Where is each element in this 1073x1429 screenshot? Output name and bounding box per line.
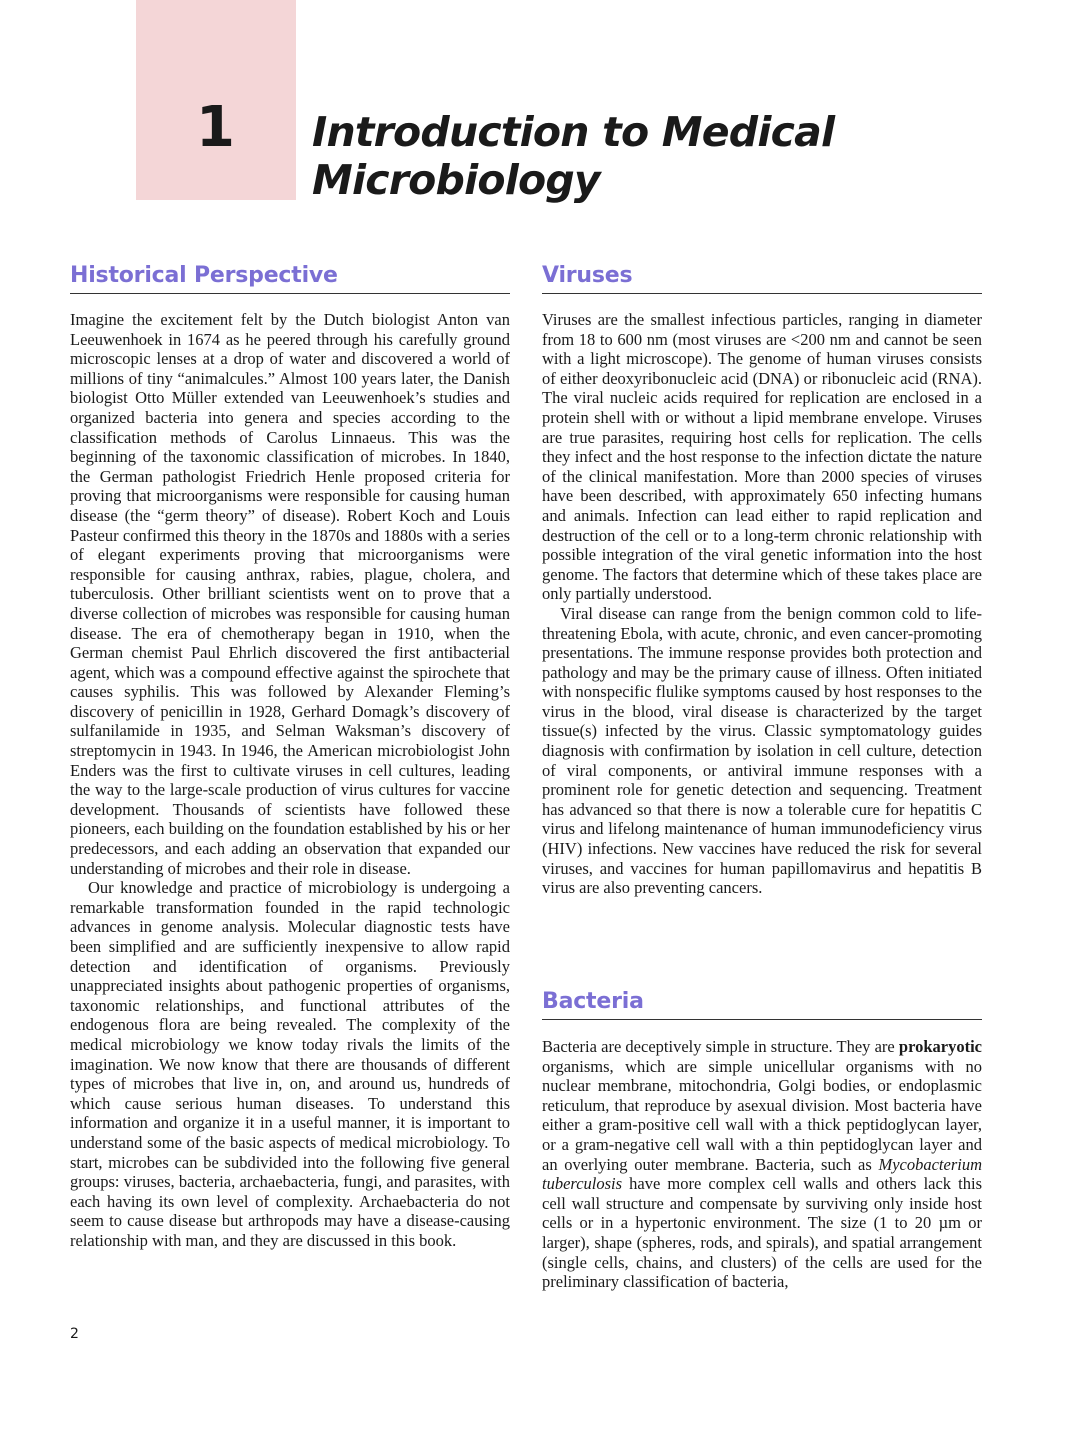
bold-term: prokaryotic	[898, 1037, 982, 1056]
text-run: organisms, which are simple unicellular organisms with no nuclear membrane, mitochondria, Golgi bodies, or endoplasmic reticulum, that reproduce by asexual division. Most bacteria have either a gram-positive cell wall with a thick peptidoglycan layer, or a gram-negative cell wall with a thin peptidoglycan layer and an overlying outer membrane. Bacteria, such as	[542, 1056, 982, 1174]
historical-perspective-heading: Historical Perspective	[70, 262, 510, 294]
paragraph	[542, 1037, 982, 1292]
viruses-body	[542, 310, 982, 898]
bacteria-heading: Bacteria	[542, 988, 982, 1020]
chapter-title	[312, 108, 952, 204]
paragraph: Viruses are the smallest infectious particles, ranging in diameter from 18 to 600 nm (most viruses are <200 nm and cannot be seen with a light microscope). The genome of human viruses consists of either deoxyribonucleic acid (DNA) or ribonucleic acid (RNA). The viral nucleic acids required for replication are enclosed in a protein shell with or without a lipid membrane envelope. Viruses are true parasites, requiring host cells for replication. The cells they infect and the host response to the infection dictate the nature of the clinical manifestation. More than 2000 species of viruses have been described, with approximately 650 infecting humans and animals. Infection can lead either to rapid replication and destruction of the cell or to a long-term chronic relationship with possible integration of the viral genetic information into the host genome. The factors that determine which of these takes place are only partially understood.	[542, 310, 982, 604]
italic-term: Mycobacterium tuberculosis	[542, 1154, 982, 1194]
page-number: 2	[70, 1326, 79, 1342]
chapter-number: 1	[196, 95, 235, 160]
text-run: have more complex cell walls and others lack this cell wall structure and compensate by surviving only inside host cells or in a hypertonic environment. The size (1 to 20 µm or larger), shape (spheres, rods, and spirals), and spatial arrangement (single cells, chains, and clusters) of the cells are used for the preliminary classification of bacteria,	[542, 1174, 982, 1292]
bacteria-body	[542, 1037, 982, 1292]
viruses-heading: Viruses	[542, 262, 982, 294]
chapter-title-line-2: Microbiology	[312, 156, 600, 204]
historical-perspective-body	[70, 310, 510, 1251]
paragraph: Imagine the excitement felt by the Dutch biologist Anton van Leeuwenhoek in 1674 as he peered through his carefully ground microscopic lenses at a drop of water and discovered a world of millions of tiny “animalcules.” Almost 100 years later, the Danish biologist Otto Müller extended van Leeuwenhoek’s studies and organized bacteria into genera and species according to the classification methods of Carolus Linnaeus. This was the beginning of the taxonomic classification of microbes. In 1840, the German pathologist Friedrich Henle proposed criteria for proving that microorganisms were responsible for causing human disease (the “germ theory” of disease). Robert Koch and Louis Pasteur confirmed this theory in the 1870s and 1880s with a series of elegant experiments proving that microorganisms were responsible for causing anthrax, rabies, plague, cholera, and tuberculosis. Other brilliant scientists went on to prove that a diverse collection of microbes was responsible for causing human disease. The era of chemotherapy began in 1910, when the German chemist Paul Ehrlich discovered the first antibacterial agent, which was a compound effective against the spirochete that causes syphilis. This was followed by Alexander Fleming’s discovery of penicillin in 1928, Gerhard Domagk’s discovery of sulfanilamide in 1935, and Selman Waksman’s discovery of streptomycin in 1943. In 1946, the American microbiologist John Enders was the first to cultivate viruses in cell cultures, leading the way to the large-scale production of virus cultures for vaccine development. Thousands of scientists have followed these pioneers, each building on the foundation established by his or her predecessors, and each adding an observation that expanded our understanding of microbes and their role in disease.	[70, 310, 510, 878]
text-run: Bacteria are deceptively simple in structure. They are	[542, 1037, 899, 1056]
chapter-title-line-1: Introduction to Medical	[312, 108, 835, 156]
paragraph: Viral disease can range from the benign common cold to life-threatening Ebola, with acute, chronic, and even cancer-promoting presentations. The immune response provides both protection and pathology and may be the primary cause of illness. Often initiated with nonspecific flulike symptoms caused by host responses to the virus in the blood, viral disease is characterized by the target tissue(s) infected by the virus. Classic symptomatology guides diagnosis with confirmation by isolation in cell culture, detection of viral components, or antiviral immune responses with a prominent role for genetic detection and sequencing. Treatment has advanced so that there is now a tolerable cure for hepatitis C virus and lifelong maintenance of human immunodeficiency virus (HIV) infections. New vaccines have reduced the risk for several viruses, and vaccines for human papillomavirus and hepatitis B virus are also preventing cancers.	[542, 603, 982, 898]
paragraph: Our knowledge and practice of microbiology is undergoing a remarkable transformation founded in the rapid technologic advances in genome analysis. Molecular diagnostic tests have been simplified and are sufficiently inexpensive to allow rapid detection and identification of organisms. Previously unappreciated insights about pathogenic properties of organisms, taxonomic relationships, and functional attributes of the endogenous flora are being revealed. The complexity of the medical microbiology we know today rivals the limits of the imagination. We now know that there are thousands of different types of microbes that live in, on, and around us, hundreds of which cause serious human diseases. To understand this information and organize it in a useful manner, it is important to understand some of the basic aspects of medical microbiology. To start, microbes can be subdivided into the following five general groups: viruses, bacteria, archaebacteria, fungi, and parasites, with each having its own level of complexity. Archaebacteria do not seem to cause disease but arthropods may have a disease-causing relationship with man, and they are discussed in this book.	[70, 878, 510, 1250]
